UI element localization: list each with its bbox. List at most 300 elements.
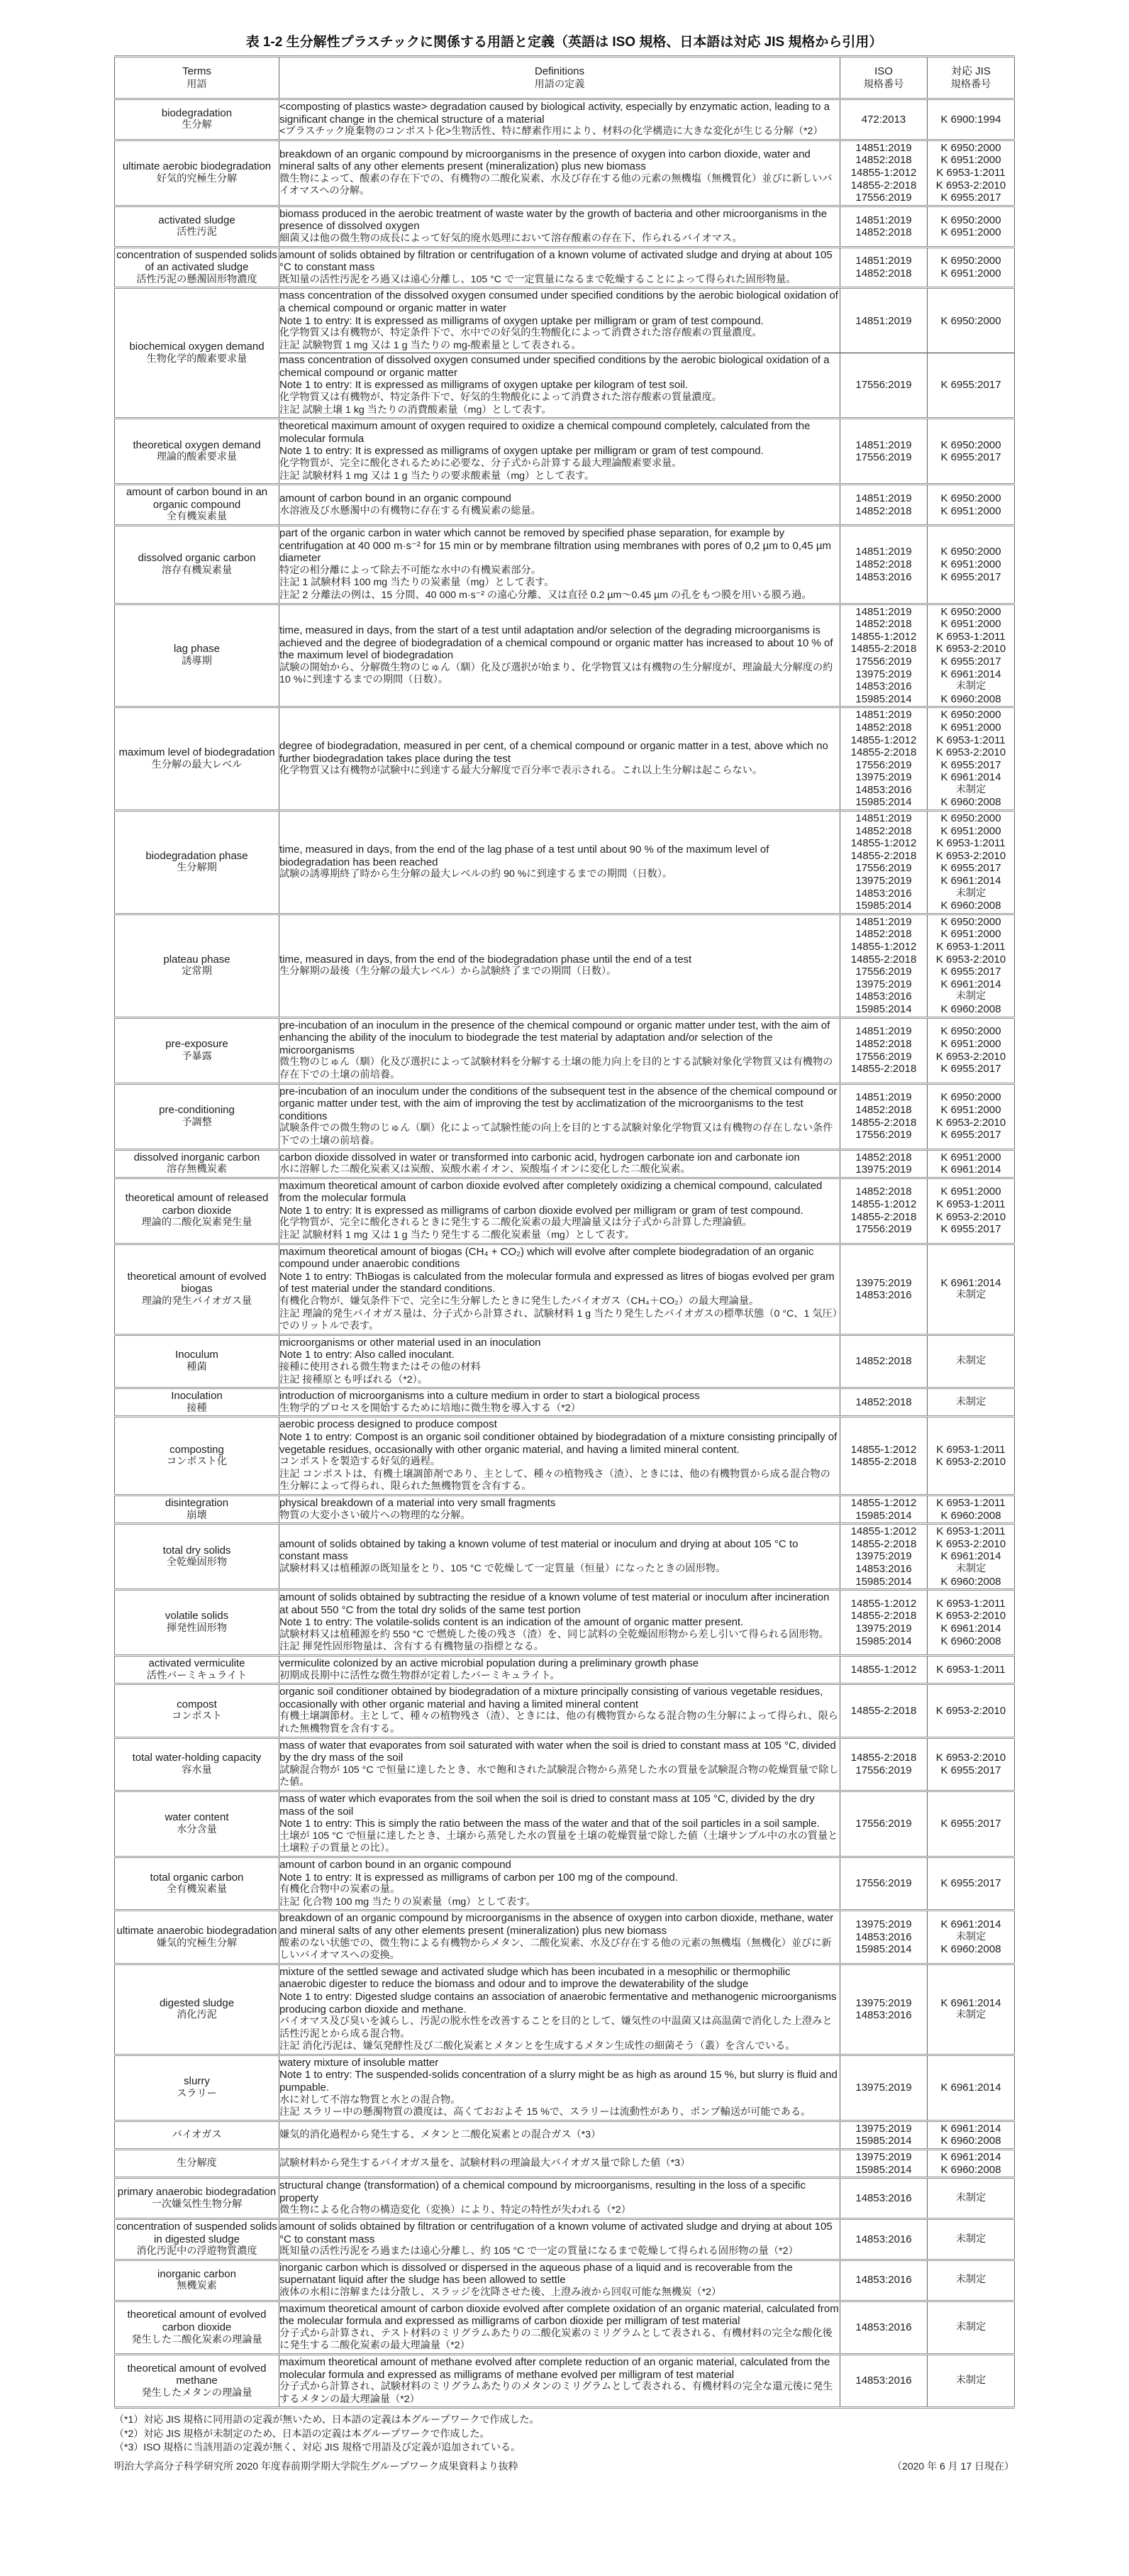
definition-paragraph: 化学物質が、完全に酸化されるために必要な、分子式から計算する最大理論酸素要求量。 <box>279 458 682 470</box>
term-ja: 全有機炭素量 <box>166 1884 228 1896</box>
iso-standard-cell <box>840 2219 928 2260</box>
jis-not-established: 未制定 <box>955 1395 986 1408</box>
term-en: total organic carbon <box>150 1871 244 1884</box>
iso-standard-number: 14851:2019 <box>855 438 912 451</box>
term-cell <box>115 707 279 811</box>
jis-standard-cell <box>928 419 1015 485</box>
definition-paragraph: 接種に使用される微生物またはその他の材料 <box>279 1361 481 1373</box>
term-ja: バイオガス <box>172 2128 222 2140</box>
jis-standard-number: K 6953-2:2010 <box>935 1210 1006 1223</box>
iso-standard-cell <box>840 485 928 526</box>
jis-standard-number: K 6950:2000 <box>940 605 1001 618</box>
definition-paragraph: time, measured in days, from the end of the biodegradation phase until the end of a test <box>279 953 692 966</box>
jis-standard-number: K 6953-2:2010 <box>935 746 1006 759</box>
jis-standard-cell <box>928 1244 1015 1334</box>
term-ja: 予暴露 <box>182 1050 212 1062</box>
definition-paragraph: pre-incubation of an inoculum under the conditions of the subsequent test in the absence of the chemical compound or organic matter under test, with the aim of improving the test by acclimatization of the microorganisms to the test conditions <box>279 1085 838 1122</box>
definition-paragraph: amount of carbon bound in an organic compound <box>279 1858 511 1871</box>
jis-standard-number: K 6960:2008 <box>940 1509 1001 1522</box>
term-en: theoretical amount of evolved biogas <box>127 1270 267 1295</box>
iso-standard-number: 13975:2019 <box>855 771 912 784</box>
jis-not-established: 未制定 <box>955 1930 986 1942</box>
jis-standard-number: K 6950:2000 <box>940 915 1001 928</box>
iso-standard-number: 17556:2019 <box>855 1050 912 1063</box>
table-row <box>115 1684 1015 1737</box>
definition-paragraph: amount of solids obtained by filtration or centrifugation of a known volume of activated sludge and drying at about 105 °C to constant mass <box>279 2221 833 2245</box>
definition-cell <box>279 914 840 1017</box>
iso-standard-number: 15985:2014 <box>855 1002 912 1015</box>
term-ja: 理論的二酸化炭素発生量 <box>141 1217 252 1229</box>
jis-standard-number: K 6953-2:2010 <box>935 1456 1006 1469</box>
term-cell <box>115 2055 279 2121</box>
header-terms-en: Terms <box>182 65 211 77</box>
table-row <box>115 2219 1015 2260</box>
definition-paragraph: 生分解期の最後（生分解の最大レベル）から試験終了までの期間（日数）。 <box>279 966 617 978</box>
iso-standard-number: 14851:2019 <box>855 915 912 928</box>
jis-standard-number: K 6953-1:2011 <box>936 1443 1006 1456</box>
iso-standard-cell <box>840 99 928 140</box>
iso-standard-cell <box>840 2121 928 2149</box>
jis-standard-cell <box>928 1495 1015 1523</box>
jis-standard-cell <box>928 353 1015 419</box>
table-row <box>115 2150 1015 2178</box>
term-en: biodegradation phase <box>145 849 248 862</box>
definition-paragraph: 試験の開始から、分解微生物のじゅん（馴）化及び選択が始まり、化学物質又は有機物の生分解度が、理論最大分解度の約 10 %に到達するまでの期間（日数）。 <box>279 661 833 686</box>
term-ja: コンポスト <box>172 1710 222 1723</box>
iso-standard-number: 14855-1:2012 <box>850 1663 917 1676</box>
jis-standard-cell <box>928 1911 1015 1964</box>
header-iso-line2: 規格番号 <box>863 78 904 90</box>
term-ja: 好気的究極生分解 <box>156 172 238 184</box>
term-en: slurry <box>184 2075 210 2088</box>
jis-standard-cell <box>928 485 1015 526</box>
jis-standard-number: K 6950:2000 <box>940 1025 1001 1038</box>
iso-standard-cell <box>840 1964 928 2055</box>
jis-standard-number: K 6960:2008 <box>940 1575 1001 1588</box>
term-en: concentration of suspended solids of an activated sludge <box>116 248 277 274</box>
iso-standard-number: 14855-1:2012 <box>850 1597 917 1610</box>
jis-not-established: 未制定 <box>955 1355 986 1367</box>
term-cell <box>115 2219 279 2260</box>
iso-standard-number: 14855-2:2018 <box>850 1537 917 1550</box>
table-row <box>115 288 1015 353</box>
term-ja: コンポスト化 <box>166 1456 228 1468</box>
iso-standard-number: 13975:2019 <box>855 1163 912 1176</box>
jis-standard-number: K 6953-1:2011 <box>936 1198 1006 1211</box>
definition-paragraph: 既知量の活性汚泥をろ過または遠心分離し、約 105 °C で一定の質量になるまで乾燥して得られる固形物の量（*2） <box>279 2245 799 2257</box>
term-ja: 予調整 <box>182 1116 212 1128</box>
term-ja: 理論的酸素要求量 <box>156 451 238 463</box>
jis-standard-cell <box>928 206 1015 247</box>
definition-paragraph: 酸素のない状態での、微生物による有機物からメタン、二酸化炭素、水及び存在する他の元素の無機塩（無機化）並びに新しいバイオマスへの変換。 <box>279 1937 832 1962</box>
iso-standard-number: 14853:2016 <box>855 887 912 900</box>
jis-standard-number: K 6961:2014 <box>940 1550 1001 1563</box>
definition-cell <box>279 2150 840 2178</box>
jis-standard-number: K 6960:2008 <box>940 2135 1001 2147</box>
iso-standard-cell <box>840 1590 928 1656</box>
term-cell <box>115 1417 279 1496</box>
term-cell <box>115 2354 279 2407</box>
jis-standard-number: K 6960:2008 <box>940 1002 1001 1015</box>
jis-standard-cell <box>928 2301 1015 2354</box>
header-row <box>115 57 1015 99</box>
definition-paragraph: watery mixture of insoluble matter <box>279 2056 439 2069</box>
definition-cell <box>279 353 840 419</box>
jis-standard-number: K 6955:2017 <box>940 1223 1001 1236</box>
jis-standard-cell <box>928 2055 1015 2121</box>
iso-standard-number: 14851:2019 <box>855 1091 912 1104</box>
jis-standard-number: K 6950:2000 <box>940 812 1001 825</box>
definition-paragraph: Note 1 to entry: It is expressed as milligrams of carbon dioxide evolved per milligram or gram of test compound. <box>279 1204 803 1217</box>
iso-standard-number: 15985:2014 <box>855 692 912 705</box>
iso-standard-number: 14855-2:2018 <box>850 1704 917 1717</box>
definition-paragraph: 有機土壌調節材。主として、種々の植物残さ（渣）、ときには、他の有機物質からなる混合物の生分解によって得られ、限られた無機物質を含有する。 <box>279 1710 838 1735</box>
definition-paragraph: Note 1 to entry: It is expressed as milligrams of oxygen uptake per milligram or gram of test compound. <box>279 314 764 327</box>
jis-standard-number: K 6955:2017 <box>940 1818 1001 1830</box>
term-cell <box>115 1857 279 1910</box>
header-definitions-ja: 用語の定義 <box>534 78 585 90</box>
definition-paragraph: 嫌気的消化過程から発生する、メタンと二酸化炭素との混合ガス（*3） <box>279 2128 601 2140</box>
definition-cell <box>279 1334 840 1388</box>
definition-paragraph: amount of solids obtained by taking a known volume of test material or inoculum and drying at about 105 °C to constant mass <box>279 1537 799 1563</box>
jis-standard-number: K 6953-1:2011 <box>936 734 1006 746</box>
definition-paragraph: Note 1 to entry: It is expressed as milligrams of oxygen uptake per milligram or gram of test compound. <box>279 445 764 458</box>
table-row <box>115 2178 1015 2219</box>
jis-standard-cell <box>928 140 1015 206</box>
jis-standard-cell <box>928 247 1015 288</box>
term-en: biochemical oxygen demand <box>129 341 265 353</box>
definition-paragraph: 注記 化合物 100 mg 当たりの炭素量（mg）として表す。 <box>279 1896 536 1908</box>
jis-not-established: 未制定 <box>955 990 986 1002</box>
iso-standard-number: 14852:2018 <box>855 1037 912 1050</box>
jis-standard-number: K 6955:2017 <box>940 1764 1001 1776</box>
iso-standard-number: 15985:2014 <box>855 796 912 809</box>
definition-paragraph: pre-incubation of an inoculum in the presence of the chemical compound or organic matter under test, with the aim of enhancing the ability of the inoculum to biodegrade the test material by adaptation and/or selection of the microorganisms <box>279 1019 830 1056</box>
term-en: inorganic carbon <box>157 2267 236 2280</box>
definition-paragraph: 試験条件での微生物のじゅん（馴）化によって試験性能の向上を目的とする試験対象化学物質又は有機物の存在しない条件下での土壌の前培養。 <box>279 1122 833 1146</box>
term-cell <box>115 288 279 419</box>
definition-paragraph: degree of biodegradation, measured in per cent, of a chemical compound or organic matter in a test, above which no further biodegradation takes place during the test <box>279 740 828 765</box>
jis-standard-number: K 6953-1:2011 <box>936 1663 1006 1676</box>
jis-standard-number: K 6951:2000 <box>940 558 1001 570</box>
term-cell <box>115 914 279 1017</box>
definition-paragraph: 水に対して不溶な物質と水との混合物。 <box>279 2094 461 2106</box>
definition-paragraph: 注記 スラリー中の懸濁物質の濃度は、高くておおよそ 15 %で、スラリーは流動性があり、ポンプ輸送が可能である。 <box>279 2106 811 2118</box>
jis-standard-number: K 6961:2014 <box>940 978 1001 990</box>
definition-paragraph: amount of carbon bound in an organic compound <box>279 492 511 505</box>
term-cell <box>115 1388 279 1417</box>
definition-paragraph: 注記 接種原とも呼ばれる（*2）。 <box>279 1373 428 1386</box>
definition-cell <box>279 1791 840 1857</box>
jis-standard-cell <box>928 1964 1015 2055</box>
definition-cell <box>279 526 840 604</box>
term-en: theoretical amount of evolved carbon dioxide <box>127 2309 267 2333</box>
iso-standard-number: 14852:2018 <box>855 154 912 167</box>
definition-paragraph: Note 1 to entry: Compost is an organic soil conditioner obtained by biodegradation of a mixture consisting principally of vegetable residues, occasionally with other organic material, and having a limited mineral content. <box>279 1430 838 1456</box>
jis-not-established: 未制定 <box>955 2191 986 2204</box>
definition-paragraph: 注記 2 分離法の例は、15 分間、40 000 m·s⁻² の遠心分離、又は直径 0.2 µm～0.45 µm の孔をもつ膜を用いる膜ろ過。 <box>279 589 812 601</box>
iso-standard-number: 14852:2018 <box>855 1355 912 1368</box>
definition-cell <box>279 2219 840 2260</box>
table-row <box>115 419 1015 485</box>
table-row <box>115 2121 1015 2149</box>
definition-paragraph: 化学物質が、完全に酸化されるときに発生する二酸化炭素の最大理論量又は分子式から計算した理論値。 <box>279 1217 752 1229</box>
iso-standard-number: 14855-2:2018 <box>850 1116 917 1129</box>
jis-standard-number: K 6955:2017 <box>940 862 1001 875</box>
jis-standard-number: K 6961:2014 <box>940 1918 1001 1931</box>
jis-not-established: 未制定 <box>955 887 986 899</box>
definition-paragraph: 注記 試験土壌 1 kg 当たりの消費酸素量（mg）として表す。 <box>279 404 552 416</box>
definition-paragraph: time, measured in days, from the start of a test until adaptation and/or selection of the degrading microorganisms is achieved and the degree of biodegradation of a chemical compound or organic matter has increased to about 10 % of the maximum level of biodegradation <box>279 624 833 662</box>
term-en: activated vermiculite <box>148 1657 245 1670</box>
jis-standard-number: K 6953-1:2011 <box>936 941 1006 953</box>
table-row <box>115 1590 1015 1656</box>
definition-paragraph: 試験材料又は植種源を約 550 °C で燃焼した後の残さ（渣）を、同じ試料の全乾燥固形物から差し引いて得られる固形物。 <box>279 1628 829 1640</box>
definition-cell <box>279 1178 840 1244</box>
table-row <box>115 2354 1015 2407</box>
iso-standard-cell <box>840 1017 928 1083</box>
iso-standard-number: 15985:2014 <box>855 2163 912 2176</box>
header-definitions-en: Definitions <box>534 65 585 77</box>
definition-cell <box>279 288 840 353</box>
term-cell <box>115 485 279 526</box>
definition-paragraph: Note 1 to entry: ThBiogas is calculated from the molecular formula and expressed as litres of biogas evolved per gram of test material under the standard conditions. <box>279 1270 835 1295</box>
definition-paragraph: 注記 揮発性固形物量は、含有する有機物量の指標となる。 <box>279 1641 544 1653</box>
table-row <box>115 2055 1015 2121</box>
iso-standard-number: 15985:2014 <box>855 1509 912 1522</box>
definition-paragraph: physical breakdown of a material into very small fragments <box>279 1496 556 1509</box>
iso-standard-number: 14855-2:2018 <box>850 1610 917 1623</box>
iso-standard-cell <box>840 1737 928 1791</box>
iso-standard-number: 472:2013 <box>861 113 906 126</box>
term-cell <box>115 206 279 247</box>
iso-standard-number: 14855-2:2018 <box>850 1210 917 1223</box>
iso-standard-cell <box>840 1334 928 1388</box>
definition-paragraph: Note 1 to entry: Also called inoculant. <box>279 1349 455 1361</box>
table-row <box>115 1857 1015 1910</box>
term-ja: 嫌気的究極生分解 <box>156 1937 238 1949</box>
jis-not-established: 未制定 <box>955 680 986 692</box>
jis-not-established: 未制定 <box>955 2375 986 2387</box>
definition-paragraph: 注記 コンポストは、有機土壌調節剤であり、主として、種々の植物残さ（渣）、ときには、他の有機物質から成る混合物の生分解によって得られ、限られた無機物質を含有する。 <box>279 1468 830 1493</box>
iso-standard-number: 14855-2:2018 <box>850 1752 917 1764</box>
definition-paragraph: Note 1 to entry: This is simply the ratio between the mass of the water and that of the soil particles in a soil sample. <box>279 1818 820 1830</box>
jis-standard-number: K 6960:2008 <box>940 900 1001 912</box>
iso-standard-number: 13975:2019 <box>855 1276 912 1289</box>
iso-standard-number: 14853:2016 <box>855 680 912 693</box>
iso-standard-number: 14852:2018 <box>855 721 912 734</box>
iso-standard-number: 14851:2019 <box>855 605 912 618</box>
definition-cell <box>279 1244 840 1334</box>
iso-standard-number: 13975:2019 <box>855 1623 912 1635</box>
term-cell <box>115 811 279 914</box>
iso-standard-number: 14852:2018 <box>855 1185 912 1198</box>
header-terms <box>115 57 279 99</box>
term-en: total water-holding capacity <box>132 1752 262 1764</box>
iso-standard-number: 13975:2019 <box>855 2151 912 2164</box>
jis-standard-number: K 6961:2014 <box>940 668 1001 680</box>
jis-not-established: 未制定 <box>955 2274 986 2286</box>
jis-standard-cell <box>928 1857 1015 1910</box>
jis-not-established: 未制定 <box>955 2321 986 2333</box>
iso-standard-number: 14855-1:2012 <box>850 166 917 179</box>
definition-paragraph: 水に溶解した二酸化炭素又は炭酸、炭酸水素イオン、炭酸塩イオンに変化した二酸化炭素。 <box>279 1163 691 1176</box>
iso-standard-number: 14853:2016 <box>855 2233 912 2245</box>
table-row <box>115 1524 1015 1590</box>
jis-standard-cell <box>928 1388 1015 1417</box>
definition-paragraph: 注記 1 試験材料 100 mg 当たりの炭素量（mg）として表す。 <box>279 577 555 589</box>
definition-paragraph: 物質の大変小さい破片への物理的な分解。 <box>279 1509 471 1521</box>
term-en: composting <box>169 1443 224 1456</box>
iso-standard-number: 14855-1:2012 <box>850 630 917 643</box>
definition-paragraph: 生物学的プロセスを開始するために培地に微生物を導入する（*2） <box>279 1402 581 1414</box>
term-en: pre-conditioning <box>159 1103 235 1116</box>
term-ja: 一次嫌気性生物分解 <box>151 2198 243 2210</box>
term-en: lag phase <box>173 643 221 656</box>
definition-paragraph: maximum theoretical amount of carbon dioxide evolved after completely oxidizing a chemical compound, calculated from the molecular formula <box>279 1179 823 1205</box>
iso-standard-cell <box>840 353 928 419</box>
table-row <box>115 2301 1015 2354</box>
definition-paragraph: maximum theoretical amount of carbon dioxide evolved after complete oxidation of an organic material, calculated from the molecular formula and expressed as milligrams of carbon dioxide per milligram of test material <box>279 2302 839 2328</box>
jis-standard-number: K 6951:2000 <box>940 504 1001 517</box>
jis-standard-number: K 6960:2008 <box>940 796 1001 809</box>
table-title: 表 1-2 生分解性プラスチックに関係する用語と定義（英語は ISO 規格、日本語は対応 JIS 規格から引用） <box>245 35 883 50</box>
term-cell <box>115 2178 279 2219</box>
table-row <box>115 1495 1015 1523</box>
term-en: digested sludge <box>159 1996 235 2009</box>
jis-standard-number: K 6953-1:2011 <box>936 1496 1006 1509</box>
table-row <box>115 1017 1015 1083</box>
table-row <box>115 526 1015 604</box>
term-ja: 生分解期 <box>177 862 217 874</box>
table-row <box>115 1083 1015 1149</box>
definition-paragraph: 液体の水相に溶解または分散し、スラッジを沈降させた後、上澄み液から回収可能な無機炭（*2） <box>279 2286 722 2298</box>
jis-standard-cell <box>928 1656 1015 1684</box>
iso-standard-cell <box>840 1857 928 1910</box>
definition-cell <box>279 2178 840 2219</box>
terms-table <box>114 55 1015 2409</box>
iso-standard-number: 13975:2019 <box>855 978 912 990</box>
definition-cell <box>279 1737 840 1791</box>
iso-standard-number: 17556:2019 <box>855 966 912 978</box>
jis-standard-number: K 6961:2014 <box>940 1996 1001 2009</box>
header-jis-line2: 規格番号 <box>950 78 991 90</box>
iso-standard-number: 14853:2016 <box>855 783 912 796</box>
definition-cell <box>279 1857 840 1910</box>
definition-paragraph: inorganic carbon which is dissolved or dispersed in the aqueous phase of a liquid and is recoverable from the supernatant liquid after the sludge has been allowed to settle <box>279 2261 793 2287</box>
jis-not-established: 未制定 <box>955 2009 986 2021</box>
jis-standard-number: K 6951:2000 <box>940 824 1001 837</box>
term-ja: 定常期 <box>182 966 212 978</box>
iso-standard-cell <box>840 526 928 604</box>
iso-standard-number: 14851:2019 <box>855 214 912 226</box>
iso-standard-number: 17556:2019 <box>855 862 912 875</box>
term-ja: 活性汚泥の懸濁固形物濃度 <box>136 273 257 285</box>
iso-standard-number: 13975:2019 <box>855 1996 912 2009</box>
term-cell <box>115 99 279 140</box>
term-en: total dry solids <box>162 1544 231 1557</box>
iso-standard-number: 14855-1:2012 <box>850 734 917 746</box>
definition-cell <box>279 604 840 707</box>
iso-standard-number: 14855-2:2018 <box>850 849 917 862</box>
iso-standard-number: 13975:2019 <box>855 2122 912 2135</box>
iso-standard-number: 15985:2014 <box>855 900 912 912</box>
iso-standard-number: 14853:2016 <box>855 1289 912 1302</box>
jis-standard-number: K 6950:2000 <box>940 141 1001 154</box>
term-cell <box>115 1911 279 1964</box>
iso-standard-number: 14855-2:2018 <box>850 1456 917 1469</box>
iso-standard-number: 14851:2019 <box>855 492 912 505</box>
definition-cell <box>279 1417 840 1496</box>
jis-standard-cell <box>928 811 1015 914</box>
jis-standard-number: K 6900:1994 <box>940 113 1001 126</box>
iso-standard-number: 17556:2019 <box>855 655 912 668</box>
jis-standard-number: K 6960:2008 <box>940 2163 1001 2176</box>
term-cell <box>115 1684 279 1737</box>
term-en: Inoculum <box>175 1349 218 1361</box>
iso-standard-number: 14852:2018 <box>855 1395 912 1408</box>
header-iso <box>840 57 928 99</box>
iso-standard-cell <box>840 1149 928 1178</box>
jis-standard-number: K 6951:2000 <box>940 618 1001 631</box>
source-note: 明治大学高分子科学研究所 2020 年度春前期学期大学院生グループワーク成果資料より抜粋 <box>114 2460 518 2472</box>
header-jis-line1: 対応 JIS <box>951 65 991 77</box>
jis-standard-number: K 6953-2:2010 <box>935 849 1006 862</box>
iso-standard-cell <box>840 1388 928 1417</box>
jis-standard-number: K 6953-1:2011 <box>936 837 1006 850</box>
iso-standard-number: 14855-1:2012 <box>850 1198 917 1211</box>
definition-paragraph: 細菌又は他の微生物の成長によって好気的廃水処理において溶存酸素の存在下、作られるバイオマス。 <box>279 232 743 244</box>
iso-standard-number: 14855-2:2018 <box>850 1063 917 1076</box>
term-ja: 活性汚泥 <box>177 226 217 238</box>
term-en: ultimate anaerobic biodegradation <box>116 1924 277 1937</box>
term-cell <box>115 1149 279 1178</box>
iso-standard-number: 14851:2019 <box>855 255 912 267</box>
definition-paragraph: maximum theoretical amount of methane evolved after complete reduction of an organic material, calculated from the molecular formula and expressed as milligrams of methane evolved per milligram of test material <box>279 2355 830 2381</box>
definition-cell <box>279 1495 840 1523</box>
iso-standard-number: 14853:2016 <box>855 2274 912 2287</box>
jis-not-established: 未制定 <box>955 1562 986 1574</box>
iso-standard-cell <box>840 2260 928 2301</box>
jis-standard-cell <box>928 2178 1015 2219</box>
iso-standard-number: 14852:2018 <box>855 928 912 941</box>
definition-cell <box>279 1964 840 2055</box>
iso-standard-cell <box>840 1244 928 1334</box>
definition-paragraph: 注記 試験物質 1 mg 又は 1 g 当たりの mg-酸素量として表される。 <box>279 339 582 351</box>
definition-paragraph: 微生物のじゅん（馴）化及び選択によって試験材料を分解する土壌の能力向上を目的とする試験対象化学物質又は有機物の存在下での土壌の前培養。 <box>279 1056 833 1080</box>
definition-paragraph: biomass produced in the aerobic treatment of waste water by the growth of bacteria and other microorganisms in the presence of dissolved oxygen <box>279 207 828 233</box>
definition-paragraph: 有機化合物中の炭素の量。 <box>279 1884 401 1896</box>
jis-standard-number: K 6953-1:2011 <box>936 1597 1006 1610</box>
definition-paragraph: <プラスチック廃棄物のコンポスト化>生物活性、特に酵素作用により、材料の化学構造に大きな変化が生じる分解（*2） <box>279 126 823 138</box>
jis-standard-number: K 6961:2014 <box>940 2122 1001 2135</box>
term-ja: 全乾燥固形物 <box>166 1557 228 1569</box>
table-row <box>115 707 1015 811</box>
jis-standard-number: K 6951:2000 <box>940 1037 1001 1050</box>
term-cell <box>115 1083 279 1149</box>
table-row <box>115 1244 1015 1334</box>
jis-standard-number: K 6953-2:2010 <box>935 1704 1006 1717</box>
jis-standard-number: K 6955:2017 <box>940 1877 1001 1890</box>
term-ja: 揮発性固形物 <box>166 1623 228 1635</box>
jis-standard-number: K 6953-2:2010 <box>935 953 1006 966</box>
iso-standard-cell <box>840 1791 928 1857</box>
jis-standard-cell <box>928 914 1015 1017</box>
jis-standard-number: K 6951:2000 <box>940 721 1001 734</box>
jis-standard-number: K 6961:2014 <box>940 1163 1001 1176</box>
definition-cell <box>279 707 840 811</box>
jis-standard-cell <box>928 2219 1015 2260</box>
